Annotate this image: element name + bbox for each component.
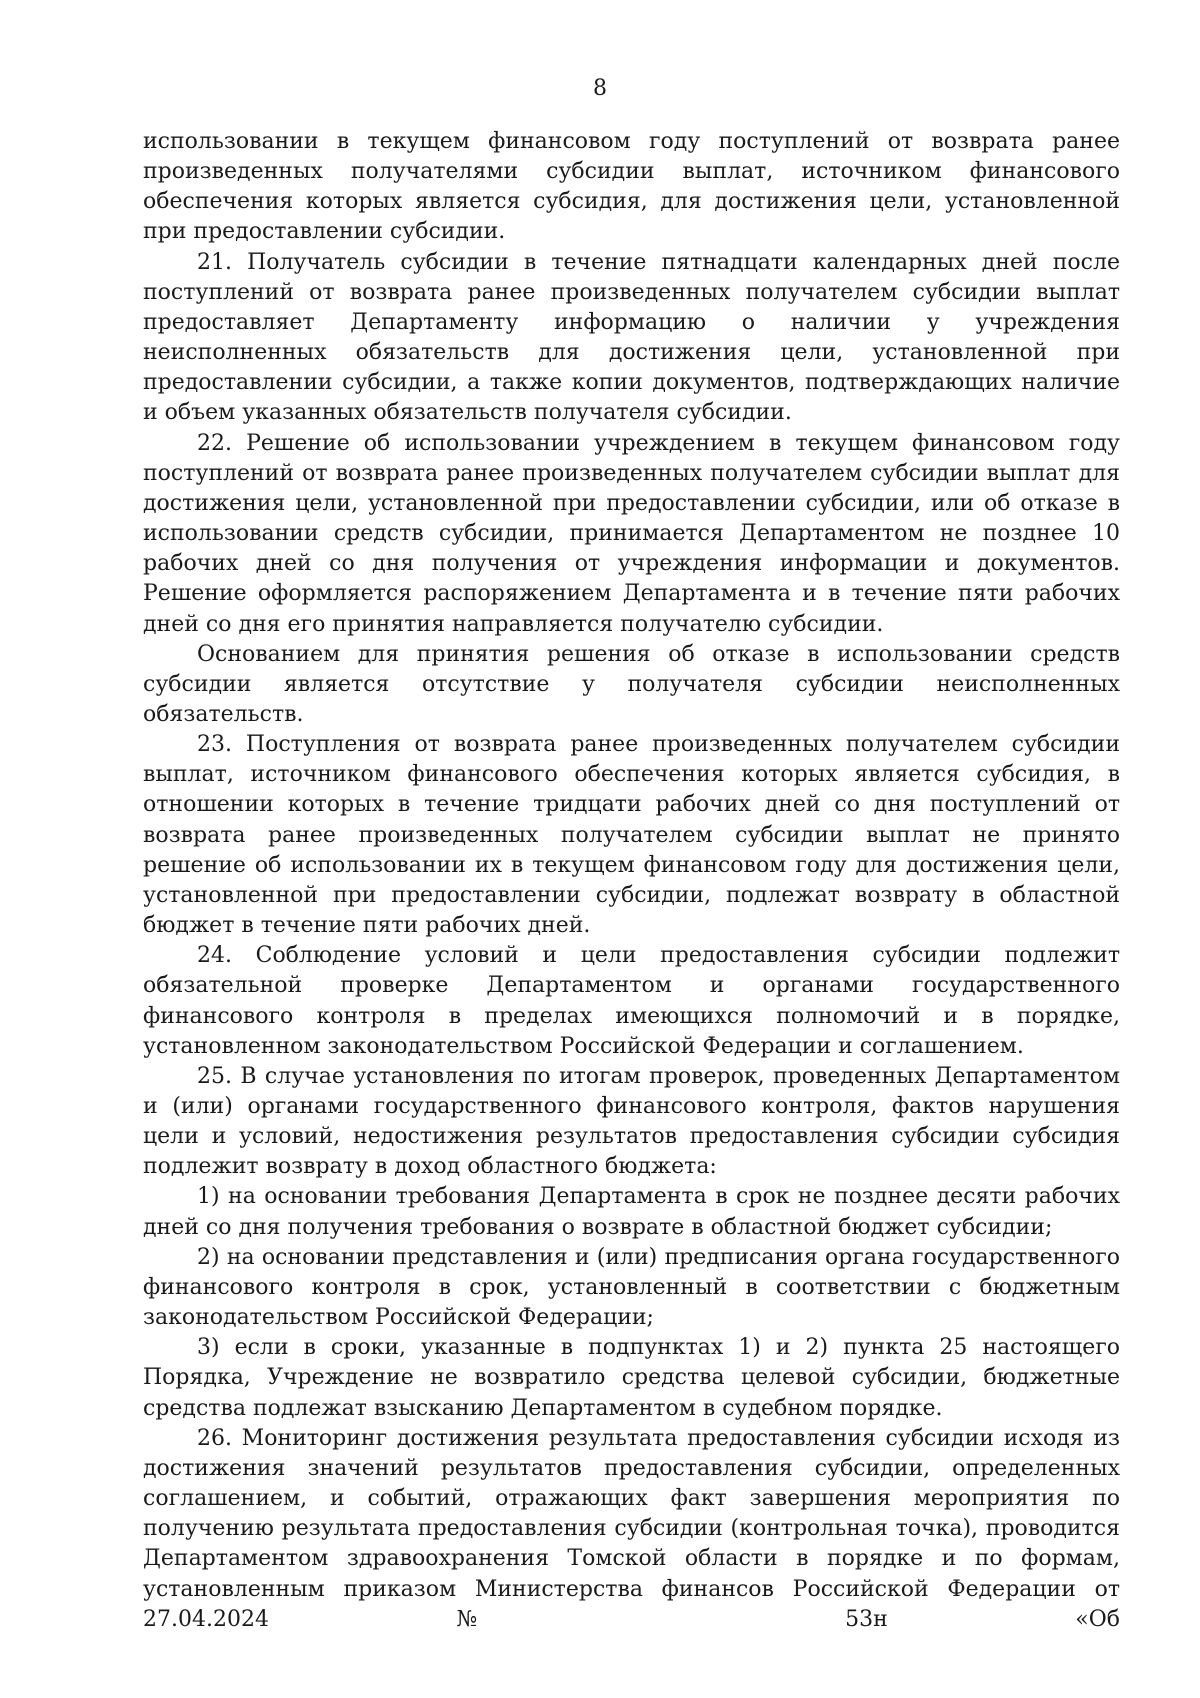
paragraph-continuation: использовании в текущем финансовом году поступлений от возврата ранее произведенных получателями субсидии выплат, источником финансового обеспечения которых является субсидия, для достижения цели, установленной при предоставлении субсидии. (143, 129, 1120, 245)
paragraph-22: 22. Решение об использовании учреждением в текущем финансовом году поступлений от возврата ранее произведенных получателем субсидии выплат для достижения цели, установленной при предоставлении субсидии, или об отказе в использовании средств субсидии, принимается Департаментом не позднее 10 рабочих дней со дня получения от учреждения информации и документов. Решение оформляется распоряжением Департамента и в течение пяти рабочих дней со дня его принятия направляется получателю субсидии. (143, 430, 1120, 637)
paragraph-25-item-3: 3) если в сроки, указанные в подпунктах 1) и 2) пункта 25 настоящего Порядка, Учреждение не возвратило средства целевой субсидии, бюджетные средства подлежат взысканию Департаментом в судебном порядке. (143, 1335, 1120, 1421)
paragraph-26: 26. Мониторинг достижения результата предоставления субсидии исходя из достижения значений результатов предоставления субсидии, определенных соглашением, и событий, отражающих факт завершения мероприятия по получению результата предоставления субсидии (контрольная точка), проводится Департаментом здравоохранения Томской области в порядке и по формам, установленным приказом Министерства финансов Российской Федерации от 27.04.2024 № 53н «Об (143, 1425, 1120, 1632)
paragraph-23: 23. Поступления от возврата ранее произведенных получателем субсидии выплат, источником финансового обеспечения которых является субсидия, в отношении которых в течение тридцати рабочих дней со дня поступлений от возврата ранее произведенных получателем субсидии выплат не принято решение об использовании их в текущем финансовом году для достижения цели, установленной при предоставлении субсидии, подлежат возврату в областной бюджет в течение пяти рабочих дней. (143, 732, 1120, 939)
paragraph-25-item-1: 1) на основании требования Департамента в срок не позднее десяти рабочих дней со дня получения требования о возврате в областной бюджет субсидии; (143, 1184, 1120, 1240)
paragraph-25-item-2: 2) на основании представления и (или) предписания органа государственного финансового контроля в срок, установленный в соответствии с бюджетным законодательством Российской Федерации; (143, 1244, 1120, 1331)
page-number: 8 (593, 76, 607, 101)
paragraph-24: 24. Соблюдение условий и цели предоставления субсидии подлежит обязательной проверке Департаментом и органами государственного финансового контроля в пределах имеющихся полномочий и в порядке, установленном законодательством Российской Федерации и соглашением. (143, 943, 1120, 1059)
paragraph-25: 25. В случае установления по итогам проверок, проведенных Департаментом и (или) органами государственного финансового контроля, фактов нарушения цели и условий, недостижения результатов предоставления субсидии субсидия подлежит возврату в доход областного бюджета: (143, 1063, 1120, 1180)
paragraph-21: 21. Получатель субсидии в течение пятнадцати календарных дней после поступлений от возврата ранее произведенных получателем субсидии выплат предоставляет Департаменту информацию о наличии у учреждения неисполненных обязательств для достижения цели, установленной при предоставлении субсидии, а также копии документов, подтверждающих наличие и объем указанных обязательств получателя субсидии. (143, 249, 1120, 426)
paragraph-22-basis: Основанием для принятия решения об отказе в использовании средств субсидии является отсутствие у получателя субсидии неисполненных обязательств. (143, 641, 1120, 727)
document-body (143, 127, 1120, 1635)
